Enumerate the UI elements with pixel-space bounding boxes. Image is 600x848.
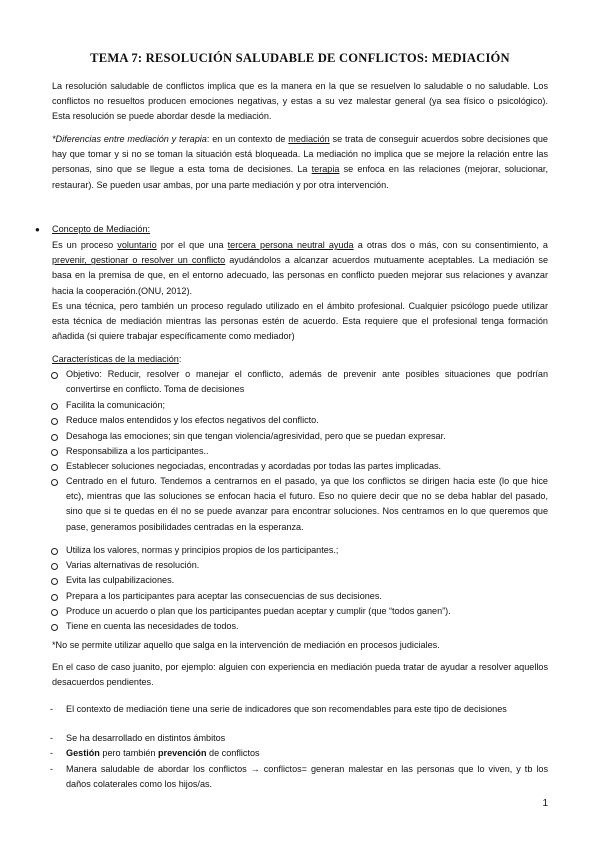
ring-bullet-icon: [51, 403, 58, 410]
concept-heading-text: Concepto de Mediación:: [52, 224, 151, 234]
bullet-dot-icon: ●: [35, 225, 40, 234]
list-item: Evita las culpabilizaciones.: [66, 575, 175, 585]
dash-bullet: -: [50, 764, 54, 774]
characteristics-heading-text: Características de la mediación: [52, 354, 179, 364]
ring-bullet-icon: [51, 434, 58, 441]
list-item: Produce un acuerdo o plan que los participantes puedan aceptar y cumplir (que “todos ganen”).: [66, 606, 451, 616]
concept-text-b: por el que una: [156, 240, 228, 250]
list-item: Establecer soluciones negociadas, encontradas y acordadas por todas las partes implicadas.: [66, 461, 442, 471]
ring-bullet-icon: [51, 548, 58, 555]
list-item: Prepara a los participantes para aceptar las consecuencias de sus decisiones.: [66, 591, 382, 601]
dash-item: [66, 746, 548, 761]
characteristics-colon: :: [178, 354, 182, 364]
ring-bullet-icon: [51, 372, 58, 379]
prevencion-term: prevención: [158, 748, 207, 758]
ring-bullet-icon: [51, 418, 58, 425]
dash-text-1: pero también: [99, 748, 158, 758]
list-item: Varias alternativas de resolución.: [66, 560, 200, 570]
dash-bullet: -: [50, 748, 54, 758]
page-title: TEMA 7: RESOLUCIÓN SALUDABLE DE CONFLICTOS: MEDIACIÓN: [90, 51, 510, 65]
ring-bullet-icon: [51, 449, 58, 456]
list-item: Centrado en el futuro. Tendemos a centrarnos en el pasado, ya que los conflictos se dirigen hacia este (lo que hice etc), mientras que las soluciones se enfocan hacia el futuro. Eso no quiere decir que no se deba hablar del pasado, sino que si te quedas en él no se puede avanzar para encontrar soluciones. Nos centramos en lo que queremos que pase, generamos posibilidades centradas en la esperanza.: [66, 476, 548, 532]
concept-paragraph-1: [52, 238, 548, 299]
ring-bullet-icon: [51, 563, 58, 570]
dash-item: Manera saludable de abordar los conflictos → conflictos= generan malestar en las personas que lo viven, y tb los daños colaterales como los hijos/as.: [66, 764, 548, 790]
ring-bullet-icon: [51, 578, 58, 585]
terapia-term: terapia: [311, 164, 340, 175]
list-item: Reduce malos entendidos y los efectos negativos del conflicto.: [66, 415, 319, 425]
prevenir-term: prevenir, gestionar o resolver un conflicto: [52, 255, 226, 266]
intro-paragraph: La resolución saludable de conflictos implica que es la manera en la que se resuelven lo saludable o no saludable. Los conflictos no resueltos producen emociones negativas, y estas a su vez malestar general (ya sea físico o psicológico). Esta resolución se puede abordar desde la mediación.: [52, 81, 548, 122]
dash-text-2: de conflictos: [206, 748, 260, 758]
page-number: 1: [542, 798, 548, 809]
case-paragraph: En el caso de caso juanito, por ejemplo: alguien con experiencia en mediación pueda tratar de ayudar a resolver aquellos desacuerdos pendientes.: [52, 662, 548, 688]
gestion-term: Gestión: [66, 748, 100, 758]
list-item: Facilita la comunicación;: [66, 400, 166, 410]
differences-lead: *Diferencias entre mediación y terapia: [52, 134, 207, 144]
tercera-persona-term: tercera persona neutral ayuda: [227, 240, 354, 250]
list-item: Desahoga las emociones; sin que tengan violencia/agresividad, pero que se puedan expresar.: [66, 431, 446, 441]
ring-bullet-icon: [51, 594, 58, 601]
voluntario-term: voluntario: [117, 240, 157, 250]
list-item: Objetivo: Reducir, resolver o manejar el conflicto, además de prevenir ante posibles situaciones que podrían convertirse en conflicto. Toma de decisiones: [66, 369, 548, 395]
concept-paragraph-2: Es una técnica, pero también un proceso regulado utilizado en el ámbito profesional. Cualquier psicólogo puede utilizar esta técnica de mediación mientras las personas estén de acuerdo. Esta requiere que el profesional tenga formación añadida (si quiere trabajar específicamente como mediador): [52, 301, 548, 342]
characteristics-heading: [52, 352, 548, 367]
list-item: Responsabiliza a los participantes..: [66, 446, 209, 456]
ring-bullet-icon: [51, 609, 58, 616]
judicial-note: *No se permite utilizar aquello que salga en la intervención de mediación en procesos judiciales.: [52, 640, 440, 650]
mediacion-term: mediación: [288, 134, 330, 144]
dash-bullet: -: [50, 733, 54, 743]
concept-heading: [52, 222, 548, 237]
concept-text-d: ayudándolos a alcanzar acuerdos mutuamente aceptables. La mediación se basa en la premisa de que, en el entorno adecuado, las personas en conflicto pueden mejorar sus relaciones y avanzar hacia la cooperación.(ONU, 2012).: [52, 255, 548, 296]
dash-bullet: -: [50, 704, 54, 714]
list-item: Tiene en cuenta las necesidades de todos.: [66, 621, 239, 631]
concept-text-a: Es un proceso: [52, 240, 118, 250]
list-item: Utiliza los valores, normas y principios propios de los participantes.;: [66, 545, 339, 555]
dash-item: Se ha desarrollado en distintos ámbitos: [66, 733, 226, 743]
ring-bullet-icon: [51, 464, 58, 471]
concept-text-c: a otras dos o más, con su consentimiento, a: [353, 240, 548, 250]
differences-text-3: se enfoca en las relaciones (mejorar, solucionar, restaurar). Se pueden usar ambas, por una parte mediación y por otra intervención.: [52, 164, 548, 190]
differences-text-1: : en un contexto de: [206, 134, 289, 144]
differences-paragraph: [52, 132, 548, 193]
ring-bullet-icon: [51, 624, 58, 631]
ring-bullet-icon: [51, 479, 58, 486]
dash-item: El contexto de mediación tiene una serie de indicadores que son recomendables para este tipo de decisiones: [66, 704, 507, 714]
differences-text-2: se trata de conseguir acuerdos sobre decisiones que hay que tomar y si no se toman la situación está bloqueada. La mediación no implica que se mejore la relación entre las personas, sino que se llegue a esta toma de decisiones. La: [52, 134, 548, 175]
